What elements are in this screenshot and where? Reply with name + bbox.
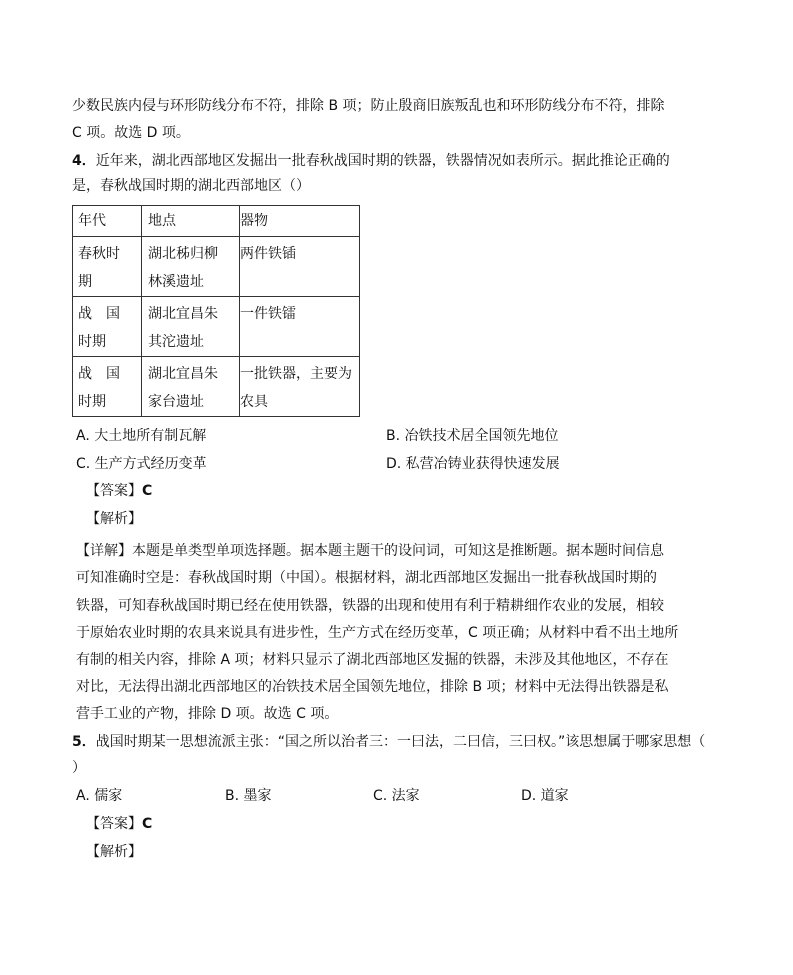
- table-header-row: [73, 206, 360, 237]
- q4-number: 4．: [72, 153, 96, 169]
- cell-place: [142, 237, 240, 297]
- cell-place: [142, 357, 240, 417]
- q4-answer: [86, 481, 152, 501]
- cell-era: [73, 297, 142, 357]
- q5-option-c: C. 法家: [373, 788, 420, 804]
- q5-analysis-label: 【解析】: [86, 844, 142, 860]
- q4-detail-line-7: 营手工业的产物，排除 D 项。故选 C 项。: [76, 706, 339, 722]
- q4-option-a: A. 大土地所有制瓦解: [76, 428, 207, 444]
- table-row: [73, 237, 360, 297]
- q5-answer-value: C: [142, 816, 153, 832]
- cell-era-line-1: 战 国: [78, 366, 120, 382]
- table-row: [73, 297, 360, 357]
- q5-option-b: B. 墨家: [225, 788, 272, 804]
- cell-item: [240, 237, 360, 297]
- q4-answer-label: 【答案】: [86, 483, 142, 499]
- q4-option-b: B. 冶铁技术居全国领先地位: [386, 428, 559, 444]
- q4-stem-line-1: [72, 151, 670, 171]
- q5-stem-line-1: [72, 732, 705, 752]
- cell-era: [73, 237, 142, 297]
- q4-detail-line-5: 有制的相关内容，排除 A 项；材料只显示了湖北西部地区发掘的铁器，未涉及其他地区，不存在: [76, 652, 669, 668]
- cell-era-line-1: 春秋时: [78, 246, 120, 262]
- table-row: [73, 357, 360, 417]
- cell-item-line-2: 农具: [240, 394, 268, 410]
- header-item: 器物: [240, 206, 360, 237]
- q5-option-a: A. 儒家: [76, 788, 123, 804]
- q4-stem-text-1: 近年来，湖北西部地区发掘出一批春秋战国时期的铁器，铁器情况如表所示。据此推论正确的: [95, 153, 670, 169]
- cell-era: [73, 357, 142, 417]
- cell-era-line-2: 时期: [78, 394, 106, 410]
- q4-answer-value: C: [142, 483, 153, 499]
- cell-place-line-1: 湖北宜昌朱: [148, 366, 218, 382]
- q4-detail-line-3: 铁器，可知春秋战国时期已经在使用铁器，铁器的出现和使用有利于精耕细作农业的发展，相较: [76, 598, 664, 614]
- header-place: 地点: [142, 206, 240, 237]
- q4-option-d: D. 私营冶铸业获得快速发展: [386, 456, 560, 472]
- cell-era-line-1: 战 国: [78, 306, 120, 322]
- q5-stem-text-1: 战国时期某一思想流派主张：“国之所以治者三：一曰法，二曰信，三曰权。”该思想属于哪家思想（: [95, 734, 706, 750]
- cell-place-line-1: 湖北宜昌朱: [148, 306, 218, 322]
- cell-era-line-2: 期: [78, 274, 92, 290]
- cell-item-line-1: 两件铁锸: [240, 246, 296, 262]
- q4-iron-artifacts-table: [72, 205, 360, 417]
- q4-option-c: C. 生产方式经历变革: [76, 456, 207, 472]
- q4-detail-line-4: 于原始农业时期的农具来说具有进步性，生产方式在经历变革，C 项正确；从材料中看不出土地所: [76, 625, 679, 641]
- cell-item-line-1: 一件铁镭: [240, 306, 296, 322]
- cell-item-line-1: 一批铁器，主要为: [240, 366, 352, 382]
- q4-stem-line-2: 是，春秋战国时期的湖北西部地区（）: [72, 178, 310, 194]
- q4-analysis-label: 【解析】: [86, 511, 142, 527]
- header-era: 年代: [73, 206, 142, 237]
- cell-item: [240, 297, 360, 357]
- q4-detail-line-6: 对比，无法得出湖北西部地区的冶铁技术居全国领先地位，排除 B 项；材料中无法得出铁器是私: [76, 679, 669, 695]
- cell-place-line-1: 湖北秭归柳: [148, 246, 218, 262]
- carryover-line-2: C 项。故选 D 项。: [72, 125, 190, 141]
- cell-place-line-2: 家台遗址: [148, 394, 204, 410]
- q5-option-d: D. 道家: [521, 788, 569, 804]
- q5-answer-label: 【答案】: [86, 816, 142, 832]
- cell-era-line-2: 时期: [78, 334, 106, 350]
- cell-place-line-2: 林溪遗址: [148, 274, 204, 290]
- q5-stem-line-2: ）: [72, 760, 86, 776]
- q5-answer: [86, 814, 152, 834]
- q5-number: 5．: [72, 734, 96, 750]
- q4-detail-line-1: 【详解】本题是单类型单项选择题。据本题主题干的设问词，可知这是推断题。据本题时间信息: [76, 543, 664, 559]
- cell-item: [240, 357, 360, 417]
- q4-detail-line-2: 可知准确时空是：春秋战国时期（中国）。根据材料，湖北西部地区发掘出一批春秋战国时期的: [76, 570, 657, 586]
- carryover-line-1: 少数民族内侵与环形防线分布不符，排除 B 项；防止殷商旧族叛乱也和环形防线分布不符，排除: [72, 98, 665, 114]
- cell-place-line-2: 其沱遗址: [148, 334, 204, 350]
- cell-place: [142, 297, 240, 357]
